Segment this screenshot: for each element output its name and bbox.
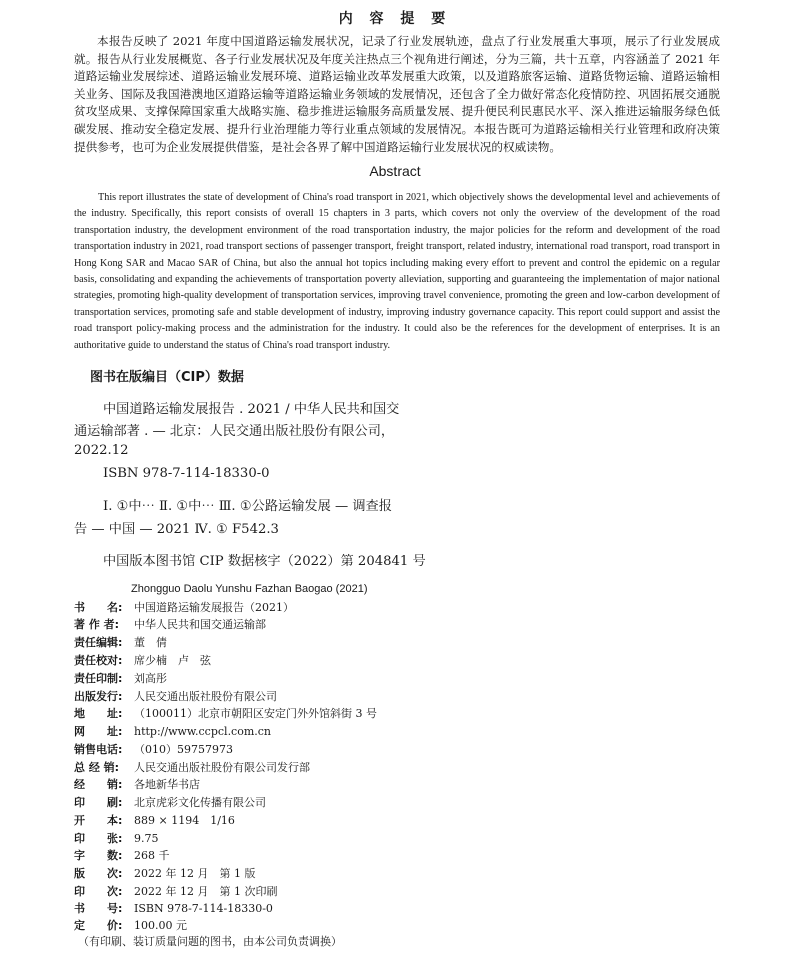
info-value: （010）59757973 xyxy=(134,743,233,756)
cip-line: 告 — 中国 — 2021 Ⅳ. ① F542.3 xyxy=(74,522,279,537)
info-value: 889 × 1194 1/16 xyxy=(134,814,235,827)
cip-line: 2022.12 xyxy=(74,443,129,458)
info-value: 人民交通出版社股份有限公司 xyxy=(134,690,277,703)
info-value: 席少楠 卢 弦 xyxy=(134,654,211,667)
summary-body: 本报告反映了 2021 年度中国道路运输发展状况，记录了行业发展轨迹，盘点了行业发展重大事项，展示了行业发展成就。报告从行业发展概览、各子行业发展状况及年度关注热点三个视角进行阐述，分为三篇，共十五章，内容涵盖了 2021 年道路运输业发展综述、道路运输业发展环境、道路运输业改革发展重大政策，以及道路旅客运输、道路货物运输、道路运输相关业务、国际及我国港澳地区道路运输等道路运输业务领域的发展情况，还包含了全力做好常态化疫情防控、巩固拓展交通脱贫攻坚成果、支撑保障国家重大战略实施、稳步推进运输服务高质量发展、提升便民利民惠民水平、深入推进运输服务绿色低碳发展、推动安全稳定发展、提升行业治理能力等行业重点领域的发展情况。本报告既可为道路运输相关行业管理和政府决策提供参考，也可为企业发展提供借鉴，是社会各界了解中国道路运输行业发展状况的权威读物。 xyxy=(74,34,720,154)
info-label: 字 数: xyxy=(74,849,123,862)
info-value: http://www.ccpcl.com.cn xyxy=(134,725,272,738)
cip-line: Ⅰ. ①中⋯ Ⅱ. ①中⋯ Ⅲ. ①公路运输发展 — 调查报 xyxy=(103,499,392,514)
info-label: 总 经 销: xyxy=(74,761,120,774)
info-label: 印 刷: xyxy=(74,796,123,809)
info-value: 董 倩 xyxy=(134,636,167,649)
cip-record-number: 中国版本图书馆 CIP 数据核字（2022）第 204841 号 xyxy=(103,554,426,569)
info-value: 中国道路运输发展报告（2021） xyxy=(134,601,294,614)
info-label: 网 址: xyxy=(74,725,123,738)
summary-title: 内 容 提 要 xyxy=(338,11,452,27)
info-label: 责任校对: xyxy=(74,654,123,667)
info-value: 中华人民共和国交通运输部 xyxy=(134,618,266,631)
abstract-title: Abstract xyxy=(369,163,421,179)
cip-heading: 图书在版编目（CIP）数据 xyxy=(90,370,244,385)
info-value: 100.00 元 xyxy=(134,919,187,932)
info-value: 2022 年 12 月 第 1 次印刷 xyxy=(134,885,278,898)
info-value: 人民交通出版社股份有限公司发行部 xyxy=(134,761,310,774)
info-label: 印 次: xyxy=(74,885,123,898)
info-label: 著 作 者: xyxy=(74,618,120,631)
info-value: 2022 年 12 月 第 1 版 xyxy=(134,867,256,880)
cip-line: 通运输部著 . — 北京：人民交通出版社股份有限公司， xyxy=(74,424,395,439)
info-label: 书 号: xyxy=(74,902,123,915)
info-label: 开 本: xyxy=(74,814,123,827)
info-label: 地 址: xyxy=(74,707,123,720)
cip-line: 中国道路运输发展报告 . 2021 / 中华人民共和国交 xyxy=(103,402,400,417)
abstract-body: This report illustrates the state of development of China's road transport in 2021, which objectively shows the developmental level and achievements of the industry. Specifically, this report consists of overall 15 chapters in 3 parts, which covers not only the overview of the development of the road transportation industry, the development environment of the road transportation industry, the major policies for the reform and development of the road transportation industry in 2021, road transport sections of passenger transport, freight transport, related industry, international road transport, road transport in Hong Kong SAR and Macao SAR of China, but also the annual hot topics including making every effort to prevent and control the epidemic on a regular basis, consolidating and expanding the achievements of transportation poverty alleviation, supporting and guaranteeing the implementation of major national strategies, promoting high-quality development of transportation services, improving travel convenience, promoting the green and low-carbon development of transportation services, promoting safe and stable development of industry, improving industry governance capacity. This report could support and assist the road transport policy-making process and the administration for the industry. It could also be the references for the development of enterprises. It is an authoritative guide to understand the status of China's road transport industry. xyxy=(74,192,720,351)
cip-isbn: ISBN 978-7-114-18330-0 xyxy=(103,466,270,481)
info-label: 责任编辑: xyxy=(74,636,123,649)
info-label: 经 销: xyxy=(74,778,123,791)
info-label: 销售电话: xyxy=(74,743,123,756)
pinyin-title: Zhongguo Daolu Yunshu Fazhan Baogao (2021) xyxy=(131,583,368,595)
info-value: 268 千 xyxy=(134,849,170,862)
info-label: 出版发行: xyxy=(74,690,123,703)
info-value: 9.75 xyxy=(134,832,159,845)
info-value: 各地新华书店 xyxy=(134,778,200,791)
info-label: 定 价: xyxy=(74,919,123,932)
info-value: ISBN 978-7-114-18330-0 xyxy=(134,902,273,915)
info-label: 印 张: xyxy=(74,832,123,845)
quality-note: （有印刷、装订质量问题的图书，由本公司负责调换） xyxy=(78,935,342,948)
info-value: （100011）北京市朝阳区安定门外外馆斜街 3 号 xyxy=(134,707,377,720)
info-label: 书 名: xyxy=(74,601,123,614)
info-value: 刘高彤 xyxy=(134,672,167,685)
info-label: 责任印制: xyxy=(74,672,123,685)
info-value: 北京虎彩文化传播有限公司 xyxy=(134,796,266,809)
info-label: 版 次: xyxy=(74,867,123,880)
